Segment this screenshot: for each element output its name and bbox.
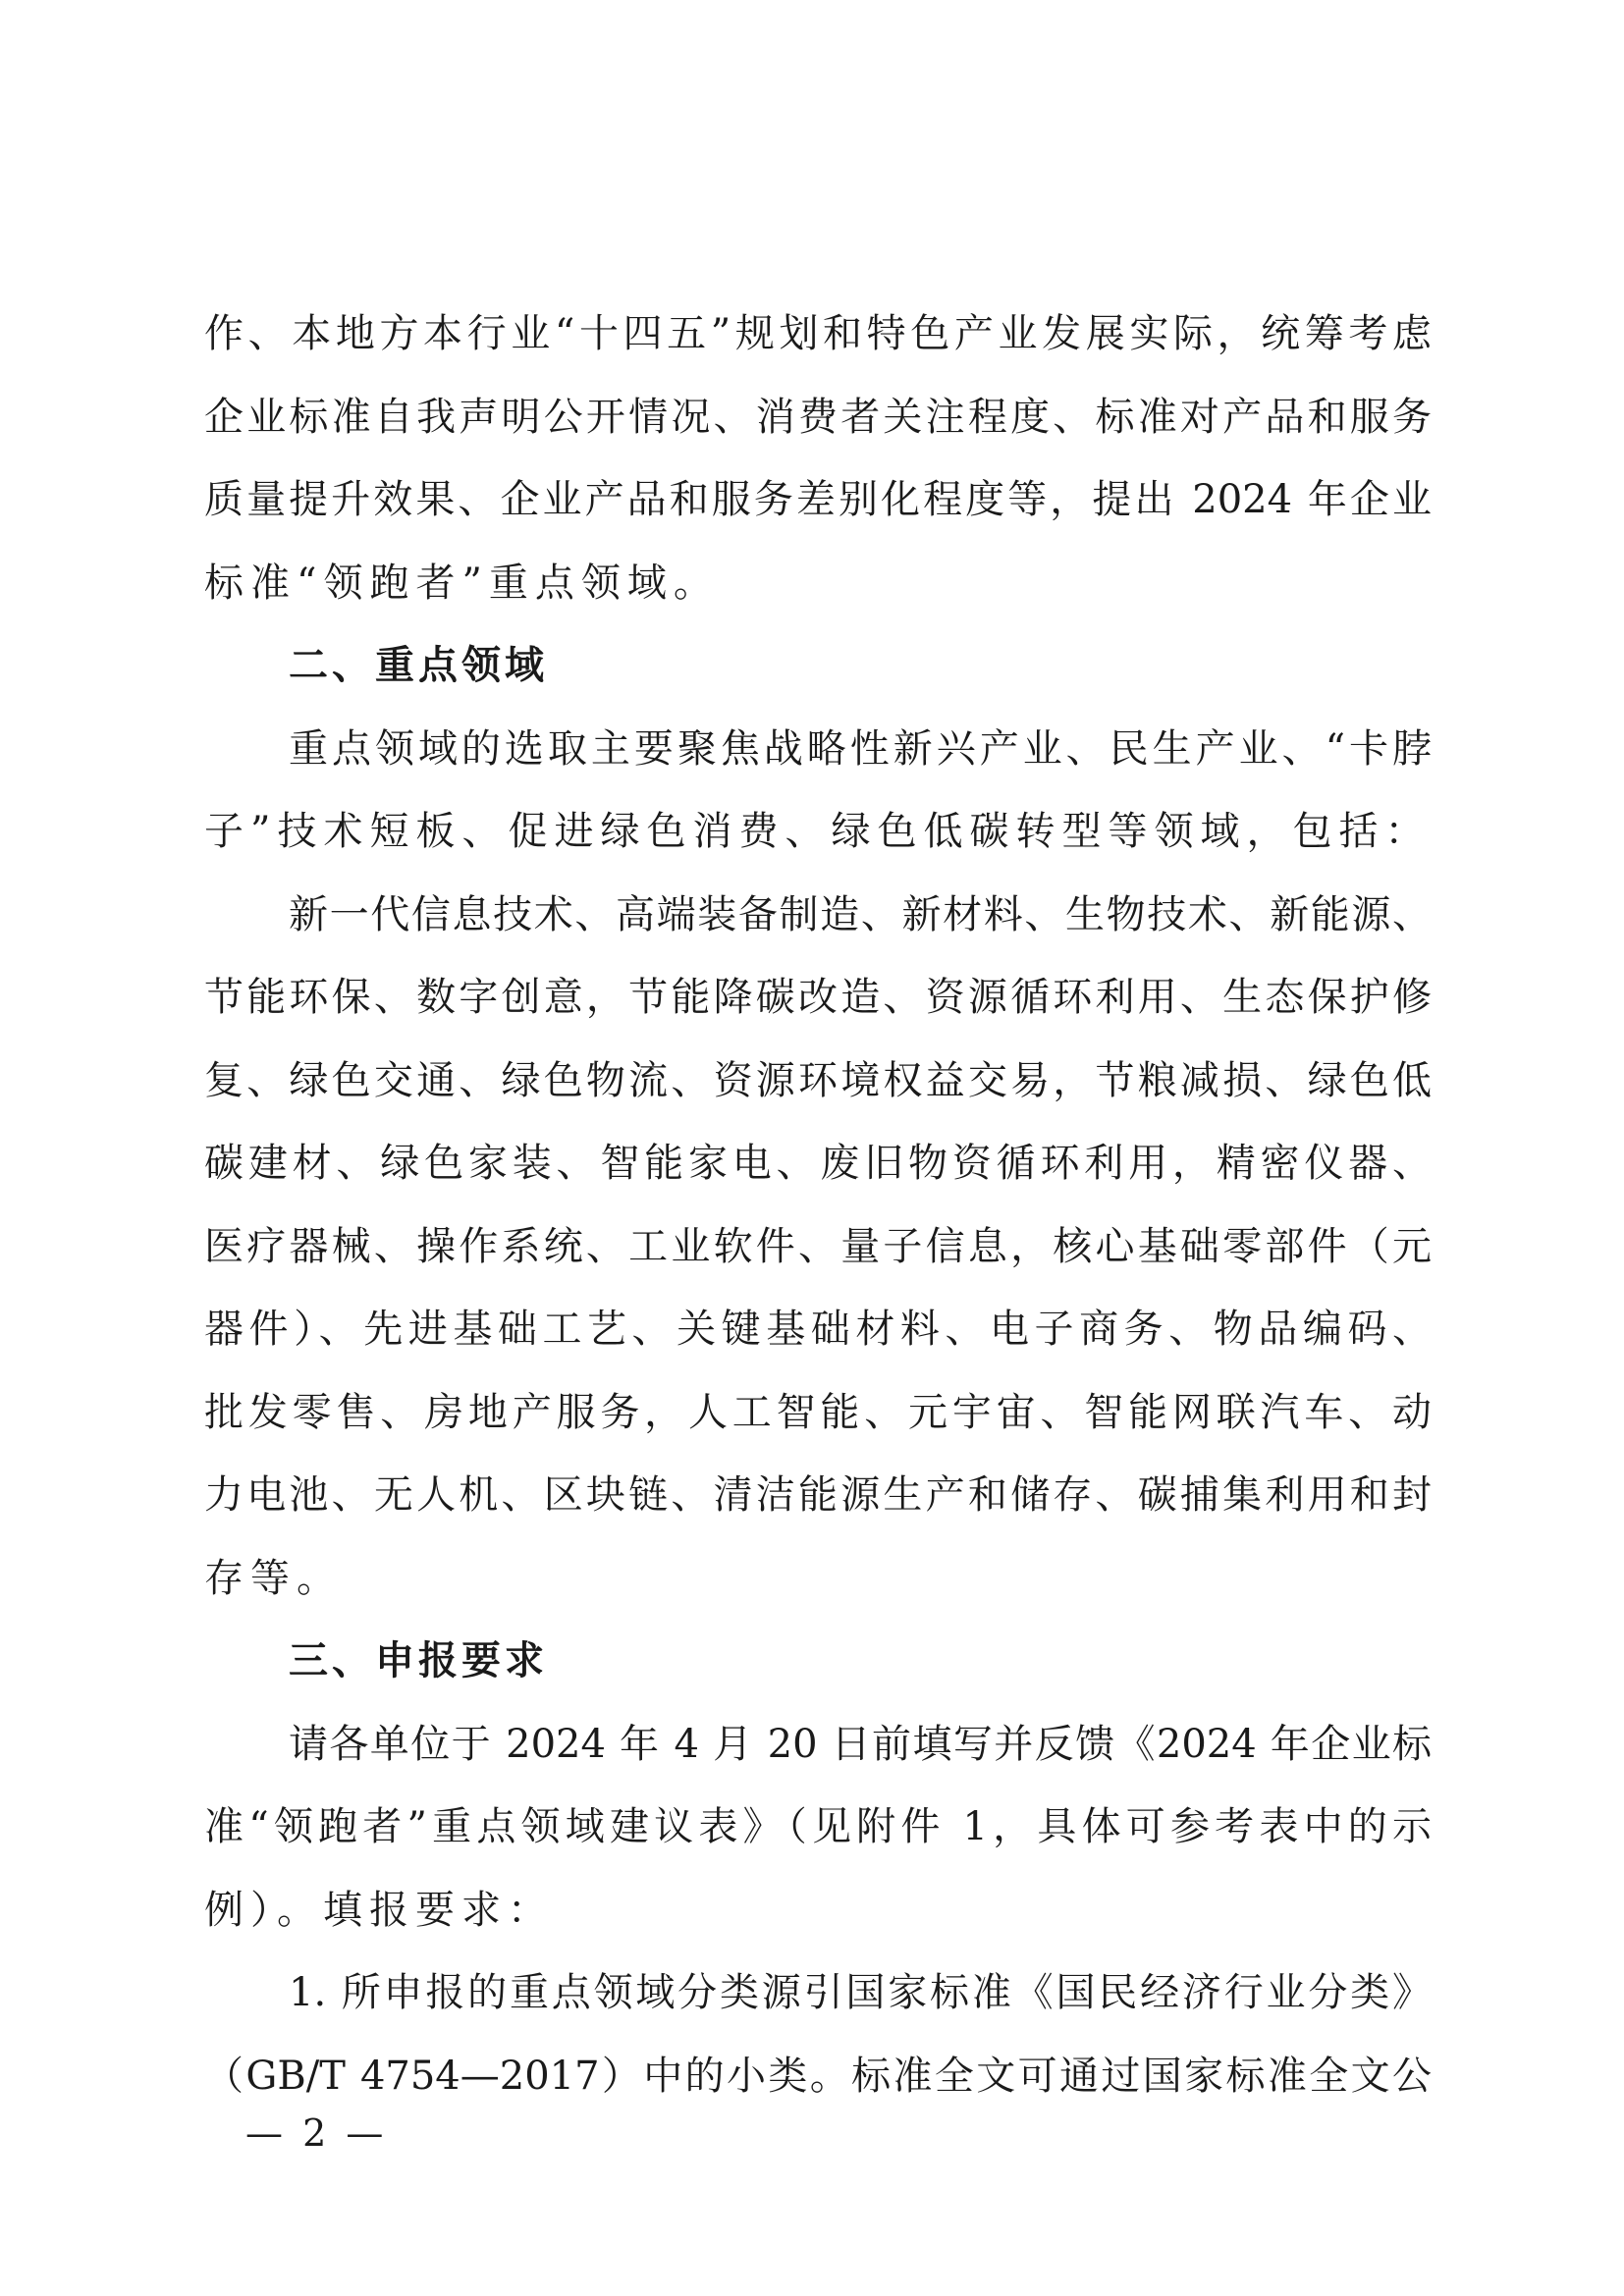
section-heading-focus-areas: 二、重点领域 <box>289 643 548 688</box>
paragraph-line: 质量提升效果、企业产品和服务差别化程度等，提出 2024 年企业 <box>204 477 1432 522</box>
paragraph-line: 标准“领跑者”重点领域。 <box>204 560 720 606</box>
paragraph-line: 批发零售、房地产服务，人工智能、元宇宙、智能网联汽车、动 <box>204 1389 1432 1435</box>
paragraph-line: （GB/T 4754—2017）中的小类。标准全文可通过国家标准全文公 <box>204 2053 1432 2099</box>
paragraph-line: 例）。填报要求： <box>204 1887 554 1933</box>
paragraph-line: 准“领跑者”重点领域建议表》（见附件 1，具体可参考表中的示 <box>204 1804 1432 1849</box>
paragraph-line: 企业标准自我声明公开情况、消费者关注程度、标准对产品和服务 <box>204 394 1432 440</box>
paragraph-line: 子”技术短板、促进绿色消费、绿色低碳转型等领域，包括： <box>204 809 1432 854</box>
paragraph-line: 力电池、无人机、区块链、清洁能源生产和储存、碳捕集利用和封 <box>204 1472 1432 1518</box>
paragraph-line: 器件）、先进基础工艺、关键基础材料、电子商务、物品编码、 <box>204 1307 1432 1352</box>
paragraph-line: 作、本地方本行业“十四五”规划和特色产业发展实际，统筹考虑 <box>204 311 1432 356</box>
document-body <box>204 293 1432 2117</box>
paragraph-line: 新一代信息技术、高端装备制造、新材料、生物技术、新能源、 <box>289 891 1432 937</box>
paragraph-line: 存等。 <box>204 1555 343 1601</box>
paragraph-line: 重点领域的选取主要聚焦战略性新兴产业、民生产业、“卡脖 <box>289 725 1432 772</box>
page-number: — 2 — <box>245 2111 388 2155</box>
paragraph-line: 请各单位于 2024 年 4 月 20 日前填写并反馈《2024 年企业标 <box>289 1721 1432 1767</box>
section-heading-requirements: 三、申报要求 <box>289 1638 548 1683</box>
paragraph-line: 1. 所申报的重点领域分类源引国家标准《国民经济行业分类》 <box>289 1970 1432 2015</box>
paragraph-line: 碳建材、绿色家装、智能家电、废旧物资循环利用，精密仪器、 <box>204 1141 1432 1186</box>
paragraph-line: 复、绿色交通、绿色物流、资源环境权益交易，节粮减损、绿色低 <box>204 1057 1432 1103</box>
paragraph-line: 医疗器械、操作系统、工业软件、量子信息，核心基础零部件（元 <box>204 1223 1432 1269</box>
paragraph-line: 节能环保、数字创意，节能降碳改造、资源循环利用、生态保护修 <box>204 975 1432 1020</box>
